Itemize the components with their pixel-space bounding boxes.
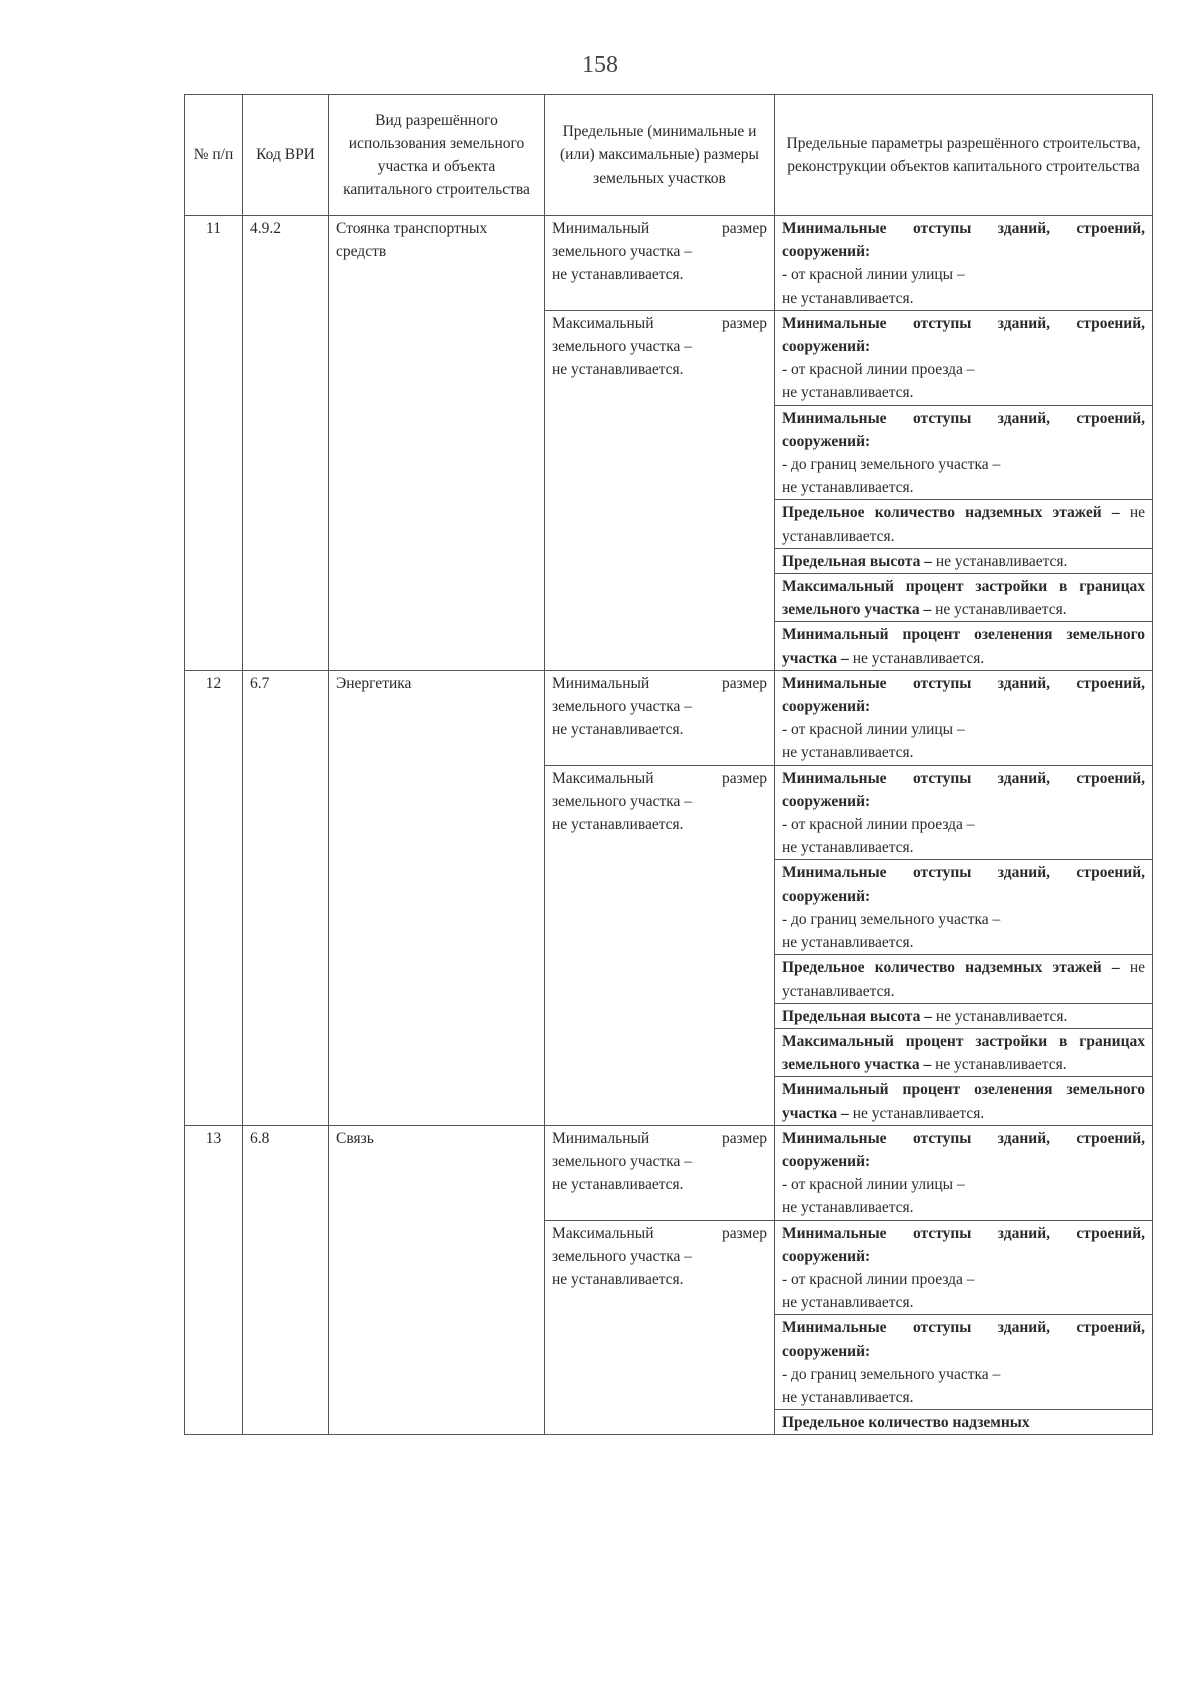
plot-size-min-label: Минимальный размер земельного участка – [552,1129,767,1170]
plot-size-max [545,765,775,1125]
param-value: не устанавливается. [782,1388,914,1406]
param-value: не устанавливается. [782,934,914,952]
param-title: Предельная высота – [782,552,932,570]
plot-size-min-label: Минимальный размер земельного участка – [552,674,767,716]
table-header-row [185,95,1153,216]
plot-size-max-label: Максимальный размер земельного участка – [552,1224,767,1265]
row-number: 13 [185,1125,243,1435]
param-sub: - от красной линии улицы – [782,266,965,284]
param-title: Минимальные отступы зданий, строений, сооружений: [782,220,1145,261]
param-cell [775,670,1153,765]
header-use-type: Вид разрешённого использования земельного участка и объекта капитального строительства [329,95,545,216]
param-title: Минимальные отступы зданий, строений, сооружений: [782,769,1145,810]
row-use-name: Энергетика [329,670,545,1125]
param-sub: - до границ земельного участка – [782,910,1001,928]
param-value: не устанавливается. [852,649,985,667]
row-code: 4.9.2 [243,216,329,671]
param-cell [775,1220,1153,1315]
param-title: Максимальный процент застройки в границах земельного участка – [782,578,1145,619]
row-use-name: Стоянка транспортных средств [329,216,545,671]
plot-size-min-label: Минимальный размер земельного участка – [552,220,767,261]
param-sub: - от красной линии проезда – [782,816,975,834]
param-cell [775,500,1153,548]
param-cell [775,548,1153,573]
param-cell [775,1125,1153,1220]
row-number: 11 [185,216,243,671]
plot-size-min [545,1125,775,1220]
param-cell [775,765,1153,860]
param-value: не устанавливается. [852,1104,985,1122]
param-cell [775,1315,1153,1410]
param-title: Предельное количество надземных этажей – [782,504,1120,522]
plot-size-max-value: не устанавливается. [552,361,684,379]
row-code: 6.8 [243,1125,329,1435]
param-sub: - до границ земельного участка – [782,1365,1001,1383]
param-cell [775,405,1153,500]
param-value: не устанавливается. [935,552,1068,570]
param-value: не устанавливается. [935,1007,1068,1025]
param-title: Минимальные отступы зданий, строений, сооружений: [782,1224,1145,1265]
param-cell [775,860,1153,955]
param-sub: - от красной линии проезда – [782,361,975,379]
param-value: не устанавливается. [782,959,1146,1000]
plot-size-max-value: не устанавливается. [552,816,684,834]
param-sub: - от красной линии улицы – [782,1176,965,1194]
header-plot-size: Предельные (минимальные и (или) максимальные) размеры земельных участков [545,95,775,216]
param-cell [775,310,1153,405]
param-title: Предельная высота – [782,1007,932,1025]
param-title: Минимальные отступы зданий, строений, сооружений: [782,409,1145,450]
plot-size-min-value: не устанавливается. [552,266,684,284]
param-value: не устанавливается. [782,289,914,307]
plot-size-min [545,216,775,311]
row-number: 12 [185,670,243,1125]
header-params: Предельные параметры разрешённого строительства, реконструкции объектов капитального строительства [775,95,1153,216]
param-title: Минимальные отступы зданий, строений, сооружений: [782,1129,1145,1170]
plot-size-max [545,310,775,670]
param-cell [775,1003,1153,1028]
plot-size-max-value: не устанавливается. [552,1270,684,1288]
param-title: Минимальный процент озеленения земельного участка – [782,626,1145,667]
param-cell [775,1410,1153,1435]
param-value: не устанавливается. [935,1056,1067,1074]
param-sub: - от красной линии улицы – [782,721,965,739]
page-number: 158 [582,52,618,78]
param-value: не устанавливается. [782,1294,914,1312]
param-sub: - до границ земельного участка – [782,456,1001,474]
header-number: № п/п [185,95,243,216]
param-cell [775,622,1153,670]
plot-size-max-label: Максимальный размер земельного участка – [552,314,767,356]
plot-size-max [545,1220,775,1435]
param-title: Предельное количество надземных этажей – [782,959,1120,977]
param-value: не устанавливается. [782,504,1146,545]
table-row [185,1125,1153,1220]
land-use-table [184,94,1153,1435]
param-cell [775,1028,1153,1076]
row-code: 6.7 [243,670,329,1125]
plot-size-min [545,670,775,765]
param-title: Минимальные отступы зданий, строений, сооружений: [782,864,1145,905]
param-title: Минимальный процент озеленения земельного участка – [782,1081,1145,1122]
param-value: не устанавливается. [782,744,914,762]
table-body [185,216,1153,1435]
plot-size-min-value: не устанавливается. [552,1176,684,1194]
row-use-name: Связь [329,1125,545,1435]
plot-size-max-label: Максимальный размер земельного участка – [552,769,767,810]
param-cell [775,574,1153,622]
param-cell [775,1077,1153,1125]
table-row [185,670,1153,765]
param-title: Максимальный процент застройки в границах земельного участка – [782,1032,1145,1074]
table-row [185,216,1153,311]
param-value: не устанавливается. [782,384,914,402]
param-value: не устанавливается. [782,479,914,497]
param-cell [775,216,1153,311]
param-sub: - от красной линии проезда – [782,1270,975,1288]
param-value: не устанавливается. [935,601,1067,619]
param-value: не устанавливается. [782,839,914,857]
param-title: Минимальные отступы зданий, строений, сооружений: [782,1319,1145,1360]
param-cell [775,955,1153,1003]
plot-size-min-value: не устанавливается. [552,721,684,739]
param-title: Предельное количество надземных [782,1414,1030,1432]
header-code: Код ВРИ [243,95,329,216]
param-value: не устанавливается. [782,1199,914,1217]
param-title: Минимальные отступы зданий, строений, сооружений: [782,674,1145,716]
param-title: Минимальные отступы зданий, строений, сооружений: [782,314,1145,356]
